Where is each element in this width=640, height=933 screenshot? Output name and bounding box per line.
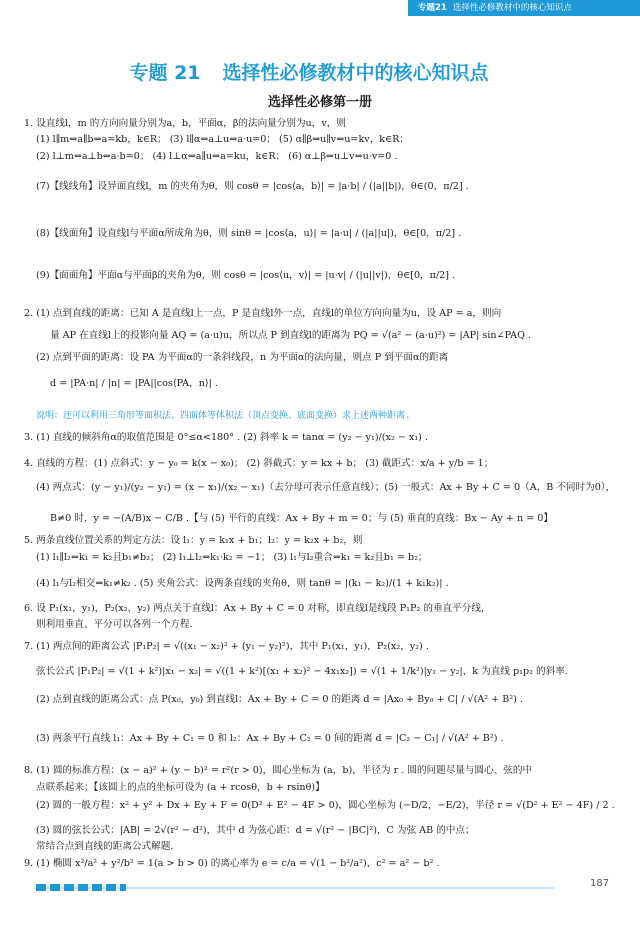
text-line: B≠0 时，y = −(A/B)x − C/B .【与 (5) 平行的直线：Ax + By + m = 0；与 (5) 垂直的直线：Bx − Ay + n = 0】 [50, 513, 554, 524]
text-line: 9. (1) 椭圆 x²/a² + y²/b² = 1(a > b > 0) 的离心率为 e = c/a = √(1 − b²/a²)，c² = a² − b² . [24, 858, 440, 869]
text-line: 1. 设直线l，m 的方向向量分别为a，b，平面α，β的法向量分别为u，v，则 [24, 118, 346, 129]
text-line: 8. (1) 圆的标准方程：(x − a)² + (y − b)² = r²(r > 0)，圆心坐标为 (a，b)，半径为 r . 圆的问题尽量与圆心、弦的中 [24, 765, 533, 776]
page-number: 187 [590, 878, 610, 889]
text-line: (2) l⊥m⇔a⊥b⇔a·b=0； (4) l⊥α⇔a∥u⇔a=ku，k∈R； (6) α⊥β⇔u⊥v⇔u·v=0 . [36, 151, 398, 162]
text-line: (1) l∥m⇔a∥b⇔a=kb，k∈R； (3) l∥α⇔a⊥u⇔a·u=0； (5) α∥β⇔u∥v⇔u=kv，k∈R； [36, 134, 410, 145]
page-title [0, 58, 640, 85]
text-line: 量 AP 在直线l上的投影向量 AQ = (a·u)u，所以点 P 到直线l的距离为 PQ = √(a² − (a·u)²) = |AP| sin∠PAQ . [50, 330, 532, 341]
text-line: (4) 两点式：(y − y₁)/(y₂ − y₁) = (x − x₁)/(x₂ − x₁)（去分母可表示任意直线）；(5) 一般式：Ax + By + C = 0（A，B 不同时为0）， [36, 482, 616, 493]
text-line: 6. 设 P₁(x₁，y₁)，P₂(x₂，y₂) 两点关于直线l：Ax + By + C = 0 对称，即直线l是线段 P₁P₂ 的垂直平分线， [24, 603, 491, 614]
text-line: 弦长公式 |P₁P₂| = √(1 + k²)|x₁ − x₂| = √((1 + k²)[(x₁ + x₂)² − 4x₁x₂]) = √(1 + 1/k²)|y₁ − y₂|，k 为直线 p₁p₂ 的斜率. [36, 666, 568, 677]
text-line: 点联系起来；【该圆上的点的坐标可设为 (a + rcosθ，b + rsinθ)】 [36, 782, 325, 793]
text-line: 5. 两条直线位置关系的判定方法：设 l₁：y = k₁x + b₁；l₂：y = k₂x + b₂，则 [24, 535, 363, 546]
section-subtitle: 选择性必修第一册 [267, 95, 372, 110]
chapter-badge: 专题21 [418, 3, 447, 13]
note-line: 说明：还可以利用三角形等面积法、四面体等体积法（顶点变换、底面变换）求上述两种距离. [36, 411, 411, 421]
text-line: (1) l₁∥l₂⇔k₁ = k₂且b₁≠b₂； (2) l₁⊥l₂⇔k₁·k₂ = −1； (3) l₁与l₂重合⇔k₁ = k₂且b₁ = b₂； [36, 552, 428, 563]
text-line: (2) 圆的一般方程：x² + y² + Dx + Ey + F = 0(D² + E² − 4F > 0)，圆心坐标为 (−D/2，−E/2)，半径 r = √(D² + E² − 4F) / 2 . [36, 800, 615, 811]
text-line: 4. 直线的方程：(1) 点斜式：y − y₀ = k(x − x₀)； (2) 斜截式：y = kx + b； (3) 截距式：x/a + y/b = 1； [24, 458, 494, 469]
text-line: 2. (1) 点到直线的距离：已知 A 是直线l上一点，P 是直线l外一点，直线l的单位方向向量为u，设 AP = a，则向 [24, 308, 502, 319]
text-line: (3) 两条平行直线 l₁：Ax + By + C₁ = 0 和 l₂：Ax + By + C₂ = 0 间的距离 d = |C₂ − C₁| / √(A² + B²) . [36, 733, 504, 744]
chapter-header [408, 0, 640, 16]
title-prefix: 专题 21 [129, 62, 201, 84]
text-line: 则利用垂直、平分可以各列一个方程. [36, 619, 193, 630]
title-main: 选择性必修教材中的核心知识点 [222, 62, 489, 84]
text-line: (3) 圆的弦长公式：|AB| = 2√(r² − d²)，其中 d 为弦心距：d = √(r² − |BC|²)，C 为弦 AB 的中点； [36, 825, 475, 836]
footer-dots [36, 884, 126, 891]
text-line: (4) l₁与l₂相交⇔k₁≠k₂ . (5) 夹角公式：设两条直线的夹角θ，则 tanθ = |(k₁ − k₂)/(1 + k₁k₂)| . [36, 578, 449, 589]
text-line: (9)【面面角】平面α与平面β的夹角为θ，则 cosθ = |cos⟨u，v⟩| = |u·v| / (|u||v|)，θ∈[0，π/2] . [36, 270, 456, 281]
text-line: (2) 点到直线的距离公式：点 P(x₀，y₀) 到直线l：Ax + By + C = 0 的距离 d = |Ax₀ + By₀ + C| / √(A² + B²) . [36, 694, 524, 705]
text-line: 常结合点到直线的距离公式解题. [36, 841, 174, 852]
text-line: d = |PA·n| / |n| = |PA||cos⟨PA，n⟩| . [50, 378, 218, 389]
text-line: 3. (1) 直线的倾斜角α的取值范围是 0°≤α<180° . (2) 斜率 k = tanα = (y₂ − y₁)/(x₂ − x₁) . [24, 432, 429, 443]
text-line: 7. (1) 两点间的距离公式 |P₁P₂| = √((x₁ − x₂)² + (y₁ − y₂)²)，其中 P₁(x₁，y₁)，P₂(x₂，y₂) . [24, 641, 429, 652]
text-line: (2) 点到平面的距离：设 PA 为平面α的一条斜线段，n 为平面α的法向量，则点 P 到平面α的距离 [36, 352, 449, 363]
chapter-header-text: 选择性必修教材中的核心知识点 [452, 3, 572, 13]
text-line: (7)【线线角】设异面直线l，m 的夹角为θ，则 cosθ = |cos⟨a，b⟩| = |a·b| / (|a||b|)，θ∈(0，π/2] . [36, 181, 469, 192]
text-line: (8)【线面角】设直线l与平面α所成角为θ，则 sinθ = |cos⟨a，u⟩| = |a·u| / (|a||u|)，θ∈[0，π/2] . [36, 228, 462, 239]
